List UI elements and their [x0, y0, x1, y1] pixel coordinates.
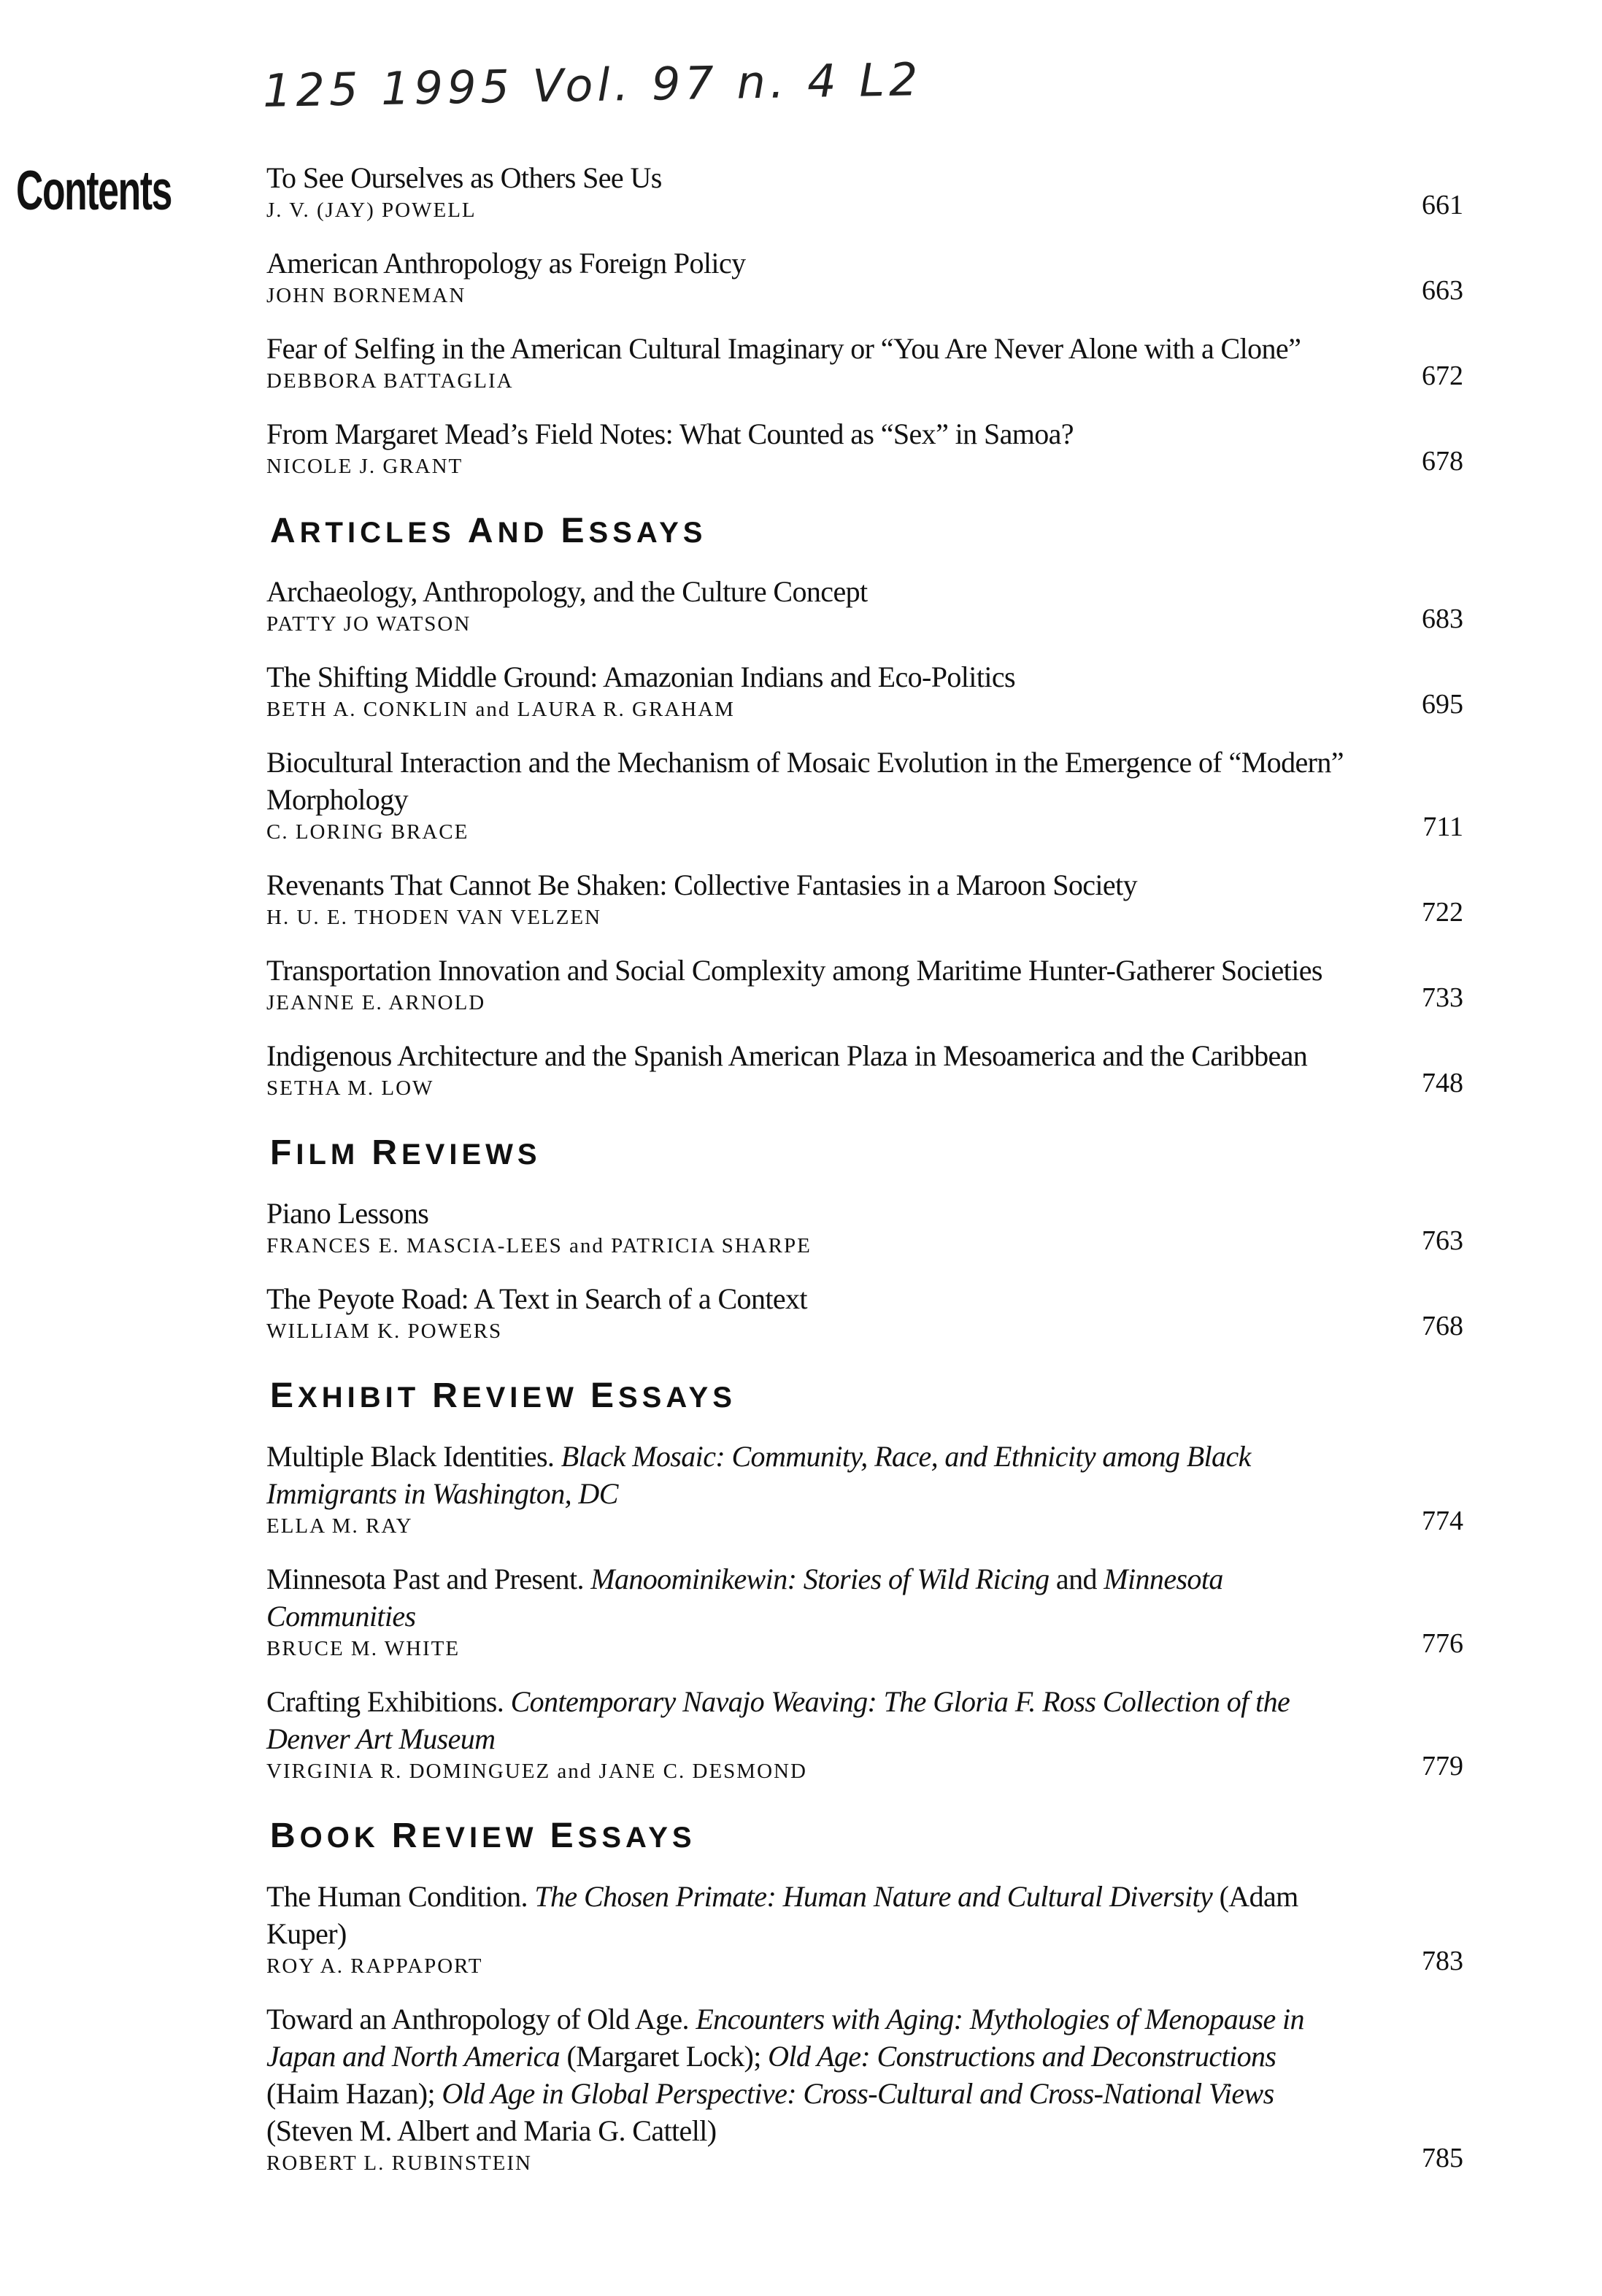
- entry-title-italic-part: Black Mosaic: Community, Race, and Ethnicity among Black Immigrants in Washington, DC: [266, 1440, 1251, 1510]
- toc-entry: [266, 159, 1507, 223]
- entry-author: PATTY JO WATSON: [266, 612, 471, 636]
- entry-title-italic-part: Manoominikewin: Stories of Wild Ricing: [590, 1563, 1050, 1595]
- entry-title-part: (Adam Kuper): [266, 1880, 1298, 1950]
- section-heading: BOOK REVIEW ESSAYS: [270, 1817, 696, 1855]
- entry-author: FRANCES E. MASCIA-LEES and PATRICIA SHARPE: [266, 1234, 812, 1257]
- entry-page-number: 783: [1422, 1946, 1463, 1976]
- entry-title-italic-part: Old Age: Constructions and Deconstructions: [768, 2040, 1276, 2073]
- entry-title-part: Multiple Black Identities.: [266, 1440, 561, 1473]
- entry-title-italic-part: Contemporary Navajo Weaving: The Gloria F. Ross Collection of the Denver Art Museum: [266, 1685, 1290, 1755]
- contents-heading: Contents: [16, 160, 172, 222]
- entry-title-italic-part: The Chosen Primate: Human Nature and Cultural Diversity: [534, 1880, 1213, 1913]
- entry-title: [266, 1438, 1347, 1512]
- entry-title-part: The Human Condition.: [266, 1880, 535, 1913]
- entry-title-part: (Haim Hazan);: [266, 2077, 442, 2110]
- toc-entry: [266, 1280, 1507, 1344]
- entry-page-number: 695: [1422, 689, 1463, 720]
- entry-title: The Peyote Road: A Text in Search of a Context: [266, 1282, 807, 1315]
- entry-title-italic-part: Minnesota Communities: [266, 1563, 1223, 1633]
- entry-title: American Anthropology as Foreign Policy: [266, 247, 746, 280]
- entry-page-number: 774: [1422, 1506, 1463, 1536]
- entry-page-number: 672: [1422, 361, 1463, 391]
- entry-title-part: and: [1049, 1563, 1104, 1595]
- entry-page-number: 785: [1422, 2143, 1463, 2173]
- entry-author: WILLIAM K. POWERS: [266, 1320, 503, 1343]
- entry-page-number: 776: [1422, 1628, 1463, 1659]
- entry-author: C. LORING BRACE: [266, 820, 469, 844]
- toc-entry: [266, 744, 1507, 844]
- entry-page-number: 722: [1422, 897, 1463, 928]
- entry-author: BRUCE M. WHITE: [266, 1637, 461, 1660]
- entry-author: NICOLE J. GRANT: [266, 455, 463, 478]
- entry-title-part: (Margaret Lock);: [560, 2040, 769, 2073]
- toc-entry: [266, 1683, 1507, 1784]
- toc-entry: [266, 658, 1507, 722]
- entry-page-number: 779: [1422, 1751, 1463, 1781]
- entry-title: [266, 1878, 1347, 1952]
- entry-page-number: 678: [1422, 446, 1463, 477]
- entry-title: [266, 1683, 1347, 1757]
- entry-author: J. V. (JAY) POWELL: [266, 199, 477, 222]
- toc-entry: [266, 1195, 1507, 1258]
- entry-author: H. U. E. THODEN VAN VELZEN: [266, 906, 602, 929]
- entry-title-italic-part: Old Age in Global Perspective: Cross-Cultural and Cross-National Views: [442, 2077, 1274, 2110]
- toc-entry: [266, 330, 1507, 393]
- entry-author: ROBERT L. RUBINSTEIN: [266, 2151, 532, 2175]
- entry-page-number: 748: [1422, 1068, 1463, 1098]
- entry-page-number: 733: [1422, 982, 1463, 1013]
- toc-entry: [266, 1878, 1507, 1979]
- toc-entry: [266, 1560, 1507, 1661]
- entry-page-number: 683: [1422, 604, 1463, 634]
- toc-entry: [266, 244, 1507, 308]
- toc-entry: [266, 2000, 1507, 2176]
- entry-title-italic-part: Encounters with Aging: Mythologies of Menopause in Japan and North America: [266, 2003, 1304, 2073]
- entry-title-part: Minnesota Past and Present.: [266, 1563, 591, 1595]
- section-heading: ARTICLES AND ESSAYS: [270, 512, 707, 550]
- entry-author: BETH A. CONKLIN and LAURA R. GRAHAM: [266, 698, 735, 721]
- section-heading: FILM REVIEWS: [270, 1133, 542, 1172]
- entry-title: [266, 2000, 1347, 2149]
- entry-title-part: (Steven M. Albert and Maria G. Cattell): [266, 2114, 717, 2147]
- entry-author: JOHN BORNEMAN: [266, 284, 466, 307]
- entry-page-number: 763: [1422, 1225, 1463, 1256]
- entry-title: Archaeology, Anthropology, and the Culture Concept: [266, 575, 868, 608]
- entry-title: Biocultural Interaction and the Mechanism of Mosaic Evolution in the Emergence of “Modern” Morphology: [266, 746, 1344, 816]
- entry-title: Piano Lessons: [266, 1197, 429, 1230]
- entry-title-part: Toward an Anthropology of Old Age.: [266, 2003, 696, 2035]
- handwritten-note: 125 1995 Vol. 97 n. 4 L2: [262, 53, 923, 118]
- toc-entry: [266, 415, 1507, 479]
- entry-title: From Margaret Mead’s Field Notes: What Counted as “Sex” in Samoa?: [266, 417, 1074, 450]
- entry-page-number: 711: [1422, 812, 1463, 842]
- entry-title: Indigenous Architecture and the Spanish American Plaza in Mesoamerica and the Caribbean: [266, 1039, 1308, 1072]
- entry-page-number: 768: [1422, 1311, 1463, 1341]
- entry-author: JEANNE E. ARNOLD: [266, 991, 486, 1014]
- entry-author: DEBBORA BATTAGLIA: [266, 369, 514, 393]
- table-of-contents: [266, 159, 1507, 2197]
- toc-entry: [266, 573, 1507, 636]
- entry-title: To See Ourselves as Others See Us: [266, 161, 662, 194]
- entry-page-number: 661: [1422, 190, 1463, 220]
- section-heading: EXHIBIT REVIEW ESSAYS: [270, 1376, 736, 1415]
- entry-page-number: 663: [1422, 275, 1463, 306]
- toc-entry: [266, 1438, 1507, 1538]
- toc-entry: [266, 866, 1507, 930]
- entry-title: Transportation Innovation and Social Complexity among Maritime Hunter-Gatherer Societies: [266, 954, 1322, 987]
- entry-title: Fear of Selfing in the American Cultural Imaginary or “You Are Never Alone with a Clone”: [266, 332, 1301, 365]
- entry-title: The Shifting Middle Ground: Amazonian Indians and Eco-Politics: [266, 660, 1015, 693]
- entry-author: ELLA M. RAY: [266, 1514, 413, 1538]
- entry-author: VIRGINIA R. DOMINGUEZ and JANE C. DESMOND: [266, 1760, 807, 1783]
- entry-author: ROY A. RAPPAPORT: [266, 1954, 483, 1978]
- entry-title: Revenants That Cannot Be Shaken: Collective Fantasies in a Maroon Society: [266, 868, 1137, 901]
- entry-author: SETHA M. LOW: [266, 1076, 434, 1100]
- entry-title: [266, 1560, 1347, 1635]
- toc-entry: [266, 952, 1507, 1015]
- toc-entry: [266, 1037, 1507, 1101]
- entry-title-part: Crafting Exhibitions.: [266, 1685, 511, 1718]
